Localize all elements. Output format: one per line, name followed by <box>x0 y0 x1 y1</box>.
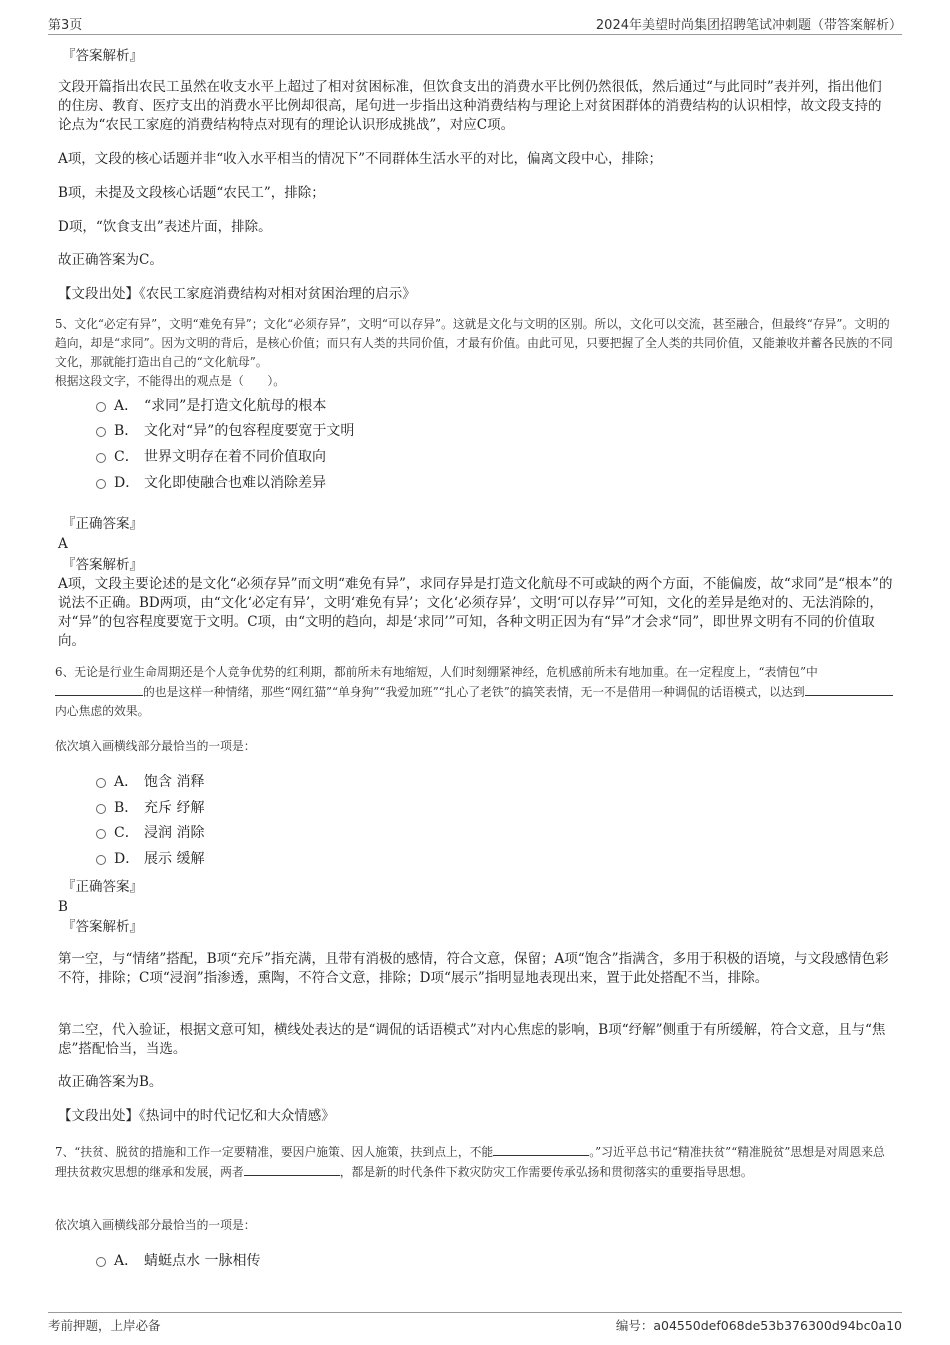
code-value: a04550def068de53b376300d94bc0a10 <box>653 1318 902 1333</box>
document-code <box>616 1316 902 1334</box>
analysis-paragraph: 第二空，代入验证，根据文意可知，横线处表达的是“调侃的话语模式”对内心焦虑的影响，B项“纾解”侧重于有所缓解，符合文意，且与“焦虑”搭配恰当，当选。 <box>58 1022 886 1057</box>
fill-blank <box>805 682 893 696</box>
analysis-paragraph: D项，“饮食支出”表述片面，排除。 <box>58 219 272 235</box>
radio-icon[interactable] <box>96 829 106 839</box>
source-citation: 【文段出处】《农民工家庭消费结构对相对贫困治理的启示》 <box>58 286 416 302</box>
option-text: 蜻蜓点水 一脉相传 <box>144 1253 261 1269</box>
answer-value: A <box>58 536 68 552</box>
analysis-paragraph: B项，未提及文段核心话题“农民工”，排除； <box>58 185 325 201</box>
radio-icon[interactable] <box>96 453 106 463</box>
option-letter: B． <box>114 800 139 816</box>
fill-blank <box>55 682 143 696</box>
option-letter: D． <box>114 851 140 867</box>
analysis-label: 『答案解析』 <box>62 919 143 935</box>
question-stem: 5、文化“必定有异”，文明“难免有异”；文化“必须存异”，文明“可以存异”。这就是文化与文明的区别。所以，文化可以交流，甚至融合，但最终“存异”。文明的趋向，却是“求同”。因为文明的背后，是核心价值；而只有人类的共同价值，才最有价值。由此可见，只要把握了全人类的共同价值，又能兼收并蓄各民族的不同文化，那就能打造出自己的“文化航母”。 <box>55 317 893 369</box>
analysis-paragraph: A项，文段的核心话题并非“收入水平相当的情况下”不同群体生活水平的对比，偏离文段中心，排除； <box>58 151 663 167</box>
page-footer <box>48 1312 902 1335</box>
option-text: 文化即使融合也难以消除差异 <box>144 475 326 491</box>
radio-icon[interactable] <box>96 778 106 788</box>
option-text: “求同”是打造文化航母的根本 <box>144 398 327 414</box>
code-label: 编号： <box>615 1318 654 1333</box>
radio-icon[interactable] <box>96 402 106 412</box>
option-letter: C． <box>114 825 139 841</box>
radio-icon[interactable] <box>96 855 106 865</box>
footer-slogan: 考前押题，上岸必备 <box>48 1318 161 1333</box>
analysis-paragraph: 第一空，与“情绪”搭配，B项“充斥”指充满，且带有消极的感情，符合文意，保留；A项“饱含”指满含，多用于积极的语境，与文段感情色彩不符，排除；C项“浸润”指渗透，熏陶，不符合文意，排除；D项“展示”指明显地表现出来，置于此处搭配不当，排除。 <box>58 951 889 986</box>
fill-blank <box>244 1162 340 1176</box>
radio-icon[interactable] <box>96 479 106 489</box>
fill-blank <box>493 1142 589 1156</box>
answer-conclusion: 故正确答案为B。 <box>58 1074 163 1090</box>
question-prompt: 根据这段文字，不能得出的观点是（ ）。 <box>55 374 286 388</box>
answer-value: B <box>58 899 68 915</box>
analysis-paragraph: A项，文段主要论述的是文化“必须存异”而文明“难免有异”，求同存异是打造文化航母不可或缺的两个方面，不能偏废，故“求同”是“根本”的说法不正确。BD两项，由“文化‘必定有异’，文明‘难免有异’；文化‘必须存异’，文明‘可以存异’”可知，文化的差异是绝对的、无法消除的，对“异”的包容程度要宽于文明。C项，由“文明的趋向，却是‘求同’”可知，各种文明正因为有“异”才会求“同”，即世界文明有不同的价值取向。 <box>58 576 893 649</box>
option-letter: C． <box>114 449 139 465</box>
question-stem: 6、无论是行业生命周期还是个人竞争优势的红利期，都前所未有地缩短，人们时刻绷紧神经，危机感前所未有地加重。在一定程度上，“表情包”中的也是这样一种情绪，那些“网红猫”“单身狗”“我爱加班”“扎心了老铁”的搞笑表情，无一不是借用一种调侃的话语模式，以达到内心焦虑的效果。 <box>55 663 895 721</box>
source-citation: 【文段出处】《热词中的时代记忆和大众情感》 <box>58 1108 335 1124</box>
option-letter: D． <box>114 475 140 491</box>
option-text: 浸润 消除 <box>144 825 205 841</box>
option-letter: B． <box>114 423 139 439</box>
option-text: 文化对“异”的包容程度要宽于文明 <box>144 423 355 439</box>
question-prompt: 依次填入画横线部分最恰当的一项是： <box>55 739 256 753</box>
option-text: 充斥 纾解 <box>144 800 205 816</box>
radio-icon[interactable] <box>96 427 106 437</box>
question-prompt: 依次填入画横线部分最恰当的一项是： <box>55 1218 256 1232</box>
page-number: 第3页 <box>48 18 83 33</box>
option-letter: A． <box>114 774 139 790</box>
option-text: 展示 缓解 <box>144 851 205 867</box>
answer-conclusion: 故正确答案为C。 <box>58 252 163 268</box>
answer-label: 『正确答案』 <box>62 516 143 532</box>
document-title: 2024年美望时尚集团招聘笔试冲刺题（带答案解析） <box>595 18 902 33</box>
analysis-paragraph: 文段开篇指出农民工虽然在收支水平上超过了相对贫困标准，但饮食支出的消费水平比例仍然很低，然后通过“与此同时”表并列，指出他们的住房、教育、医疗支出的消费水平比例却很高，尾句进一步指出这种消费结构与理论上对贫困群体的消费结构的认识相悖，故文段支持的论点为“农民工家庭的消费结构特点对现有的理论认识形成挑战”，对应C项。 <box>58 79 882 133</box>
answer-label: 『正确答案』 <box>62 879 143 895</box>
radio-icon[interactable] <box>96 1257 106 1267</box>
analysis-label: 『答案解析』 <box>62 48 143 64</box>
option-text: 世界文明存在着不同价值取向 <box>144 449 326 465</box>
analysis-label: 『答案解析』 <box>62 557 143 573</box>
page-header <box>48 12 902 35</box>
radio-icon[interactable] <box>96 804 106 814</box>
question-stem: 7、“扶贫、脱贫的措施和工作一定要精准，要因户施策、因人施策，扶到点上，不能 。”习近平总书记“精准扶贫”“精准脱贫”思想是对周恩来总理扶贫救灾思想的继承和发展，两者 ，都是新的时代条件下救灾防灾工作需要传承弘扬和贯彻落实的重要指导思想。 <box>55 1142 895 1182</box>
option-letter: A． <box>114 1253 139 1269</box>
option-letter: A． <box>114 398 139 414</box>
option-text: 饱含 消释 <box>144 774 205 790</box>
